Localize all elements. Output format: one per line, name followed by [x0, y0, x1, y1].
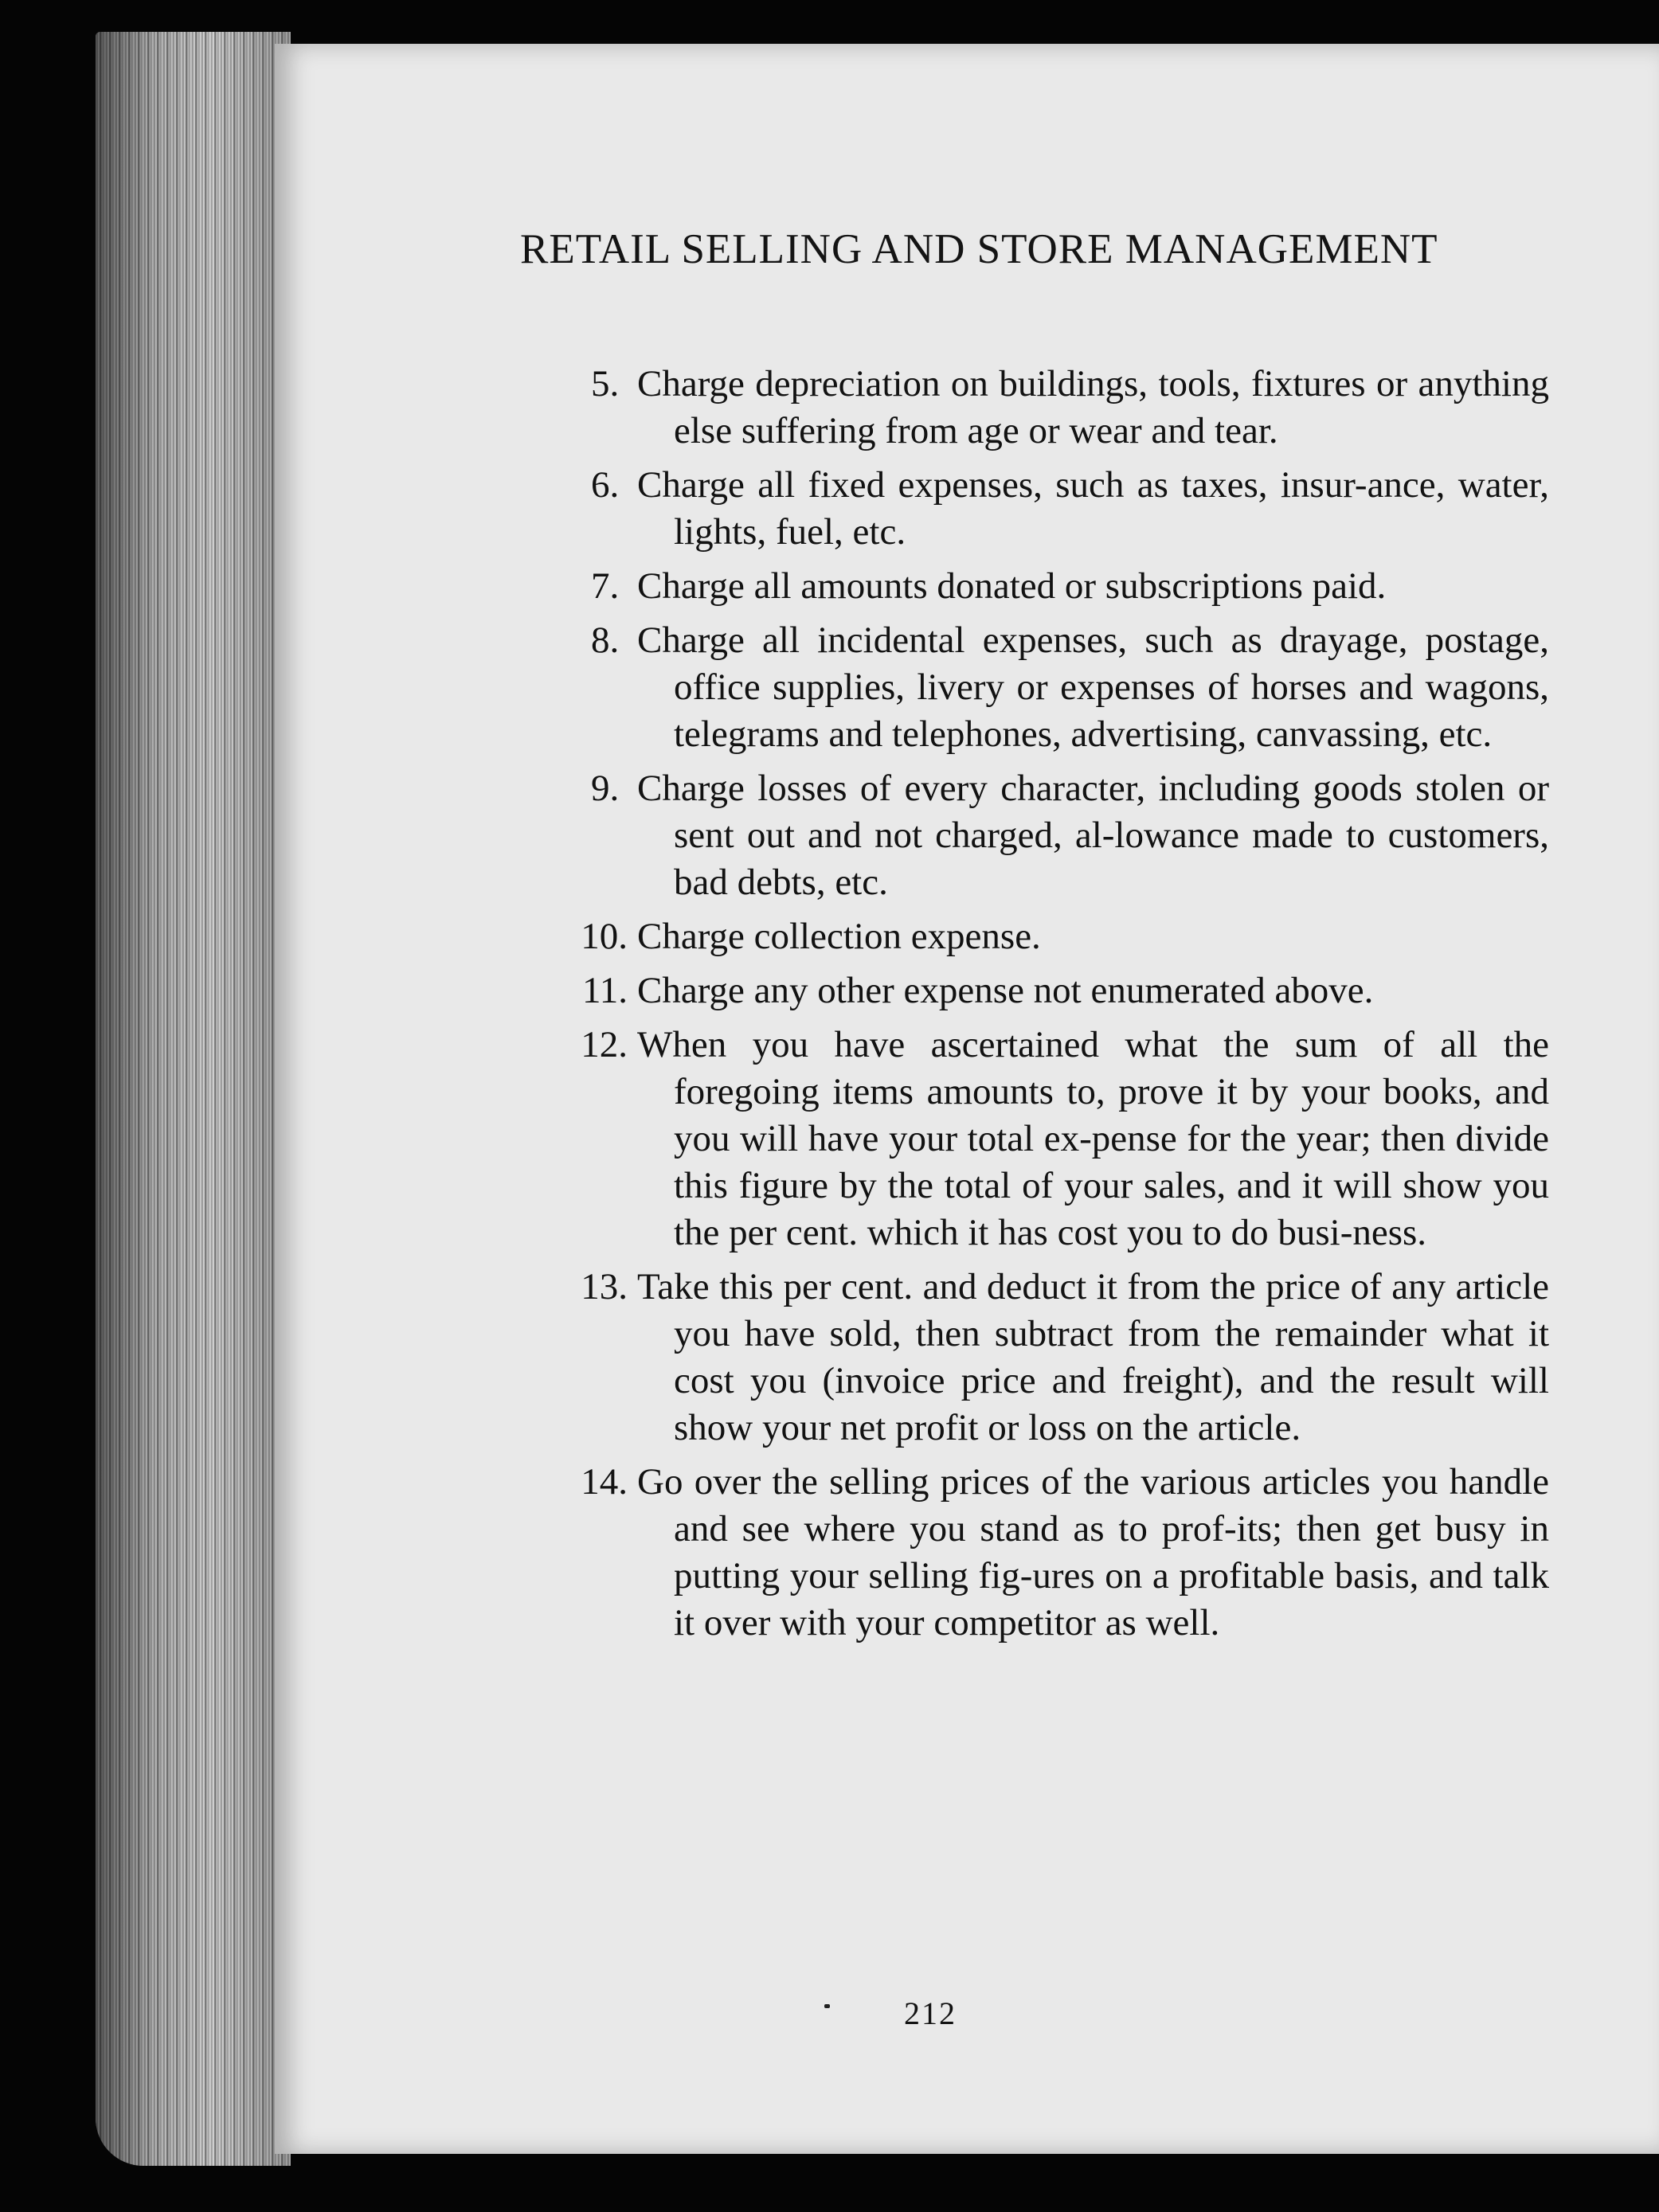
list-item: 5. Charge depreciation on buildings, tools, fixtures or anything else suffering from age or wear and tear.: [591, 363, 1549, 451]
numbered-list: [581, 361, 1549, 1654]
item-number: 10.: [581, 916, 628, 957]
list-item: [581, 1264, 1549, 1452]
ink-speck: [824, 2004, 830, 2008]
book-page-edges: [96, 32, 291, 2166]
item-text: Charge any other expense not enumerated above.: [637, 970, 1374, 1011]
page-number: 212: [904, 1995, 957, 2031]
item-text: Charge all incidental expenses, such as drayage, postage, office supplies, livery or expenses of horses and wagons, telegrams and telephones, advertising, canvassing, etc.: [637, 619, 1549, 755]
item-text: Go over the selling prices of the various articles you handle and see where you stand as to prof-its; then get busy in putting your selling fig-ures on a profitable basis, and talk it over with your competitor as well.: [637, 1461, 1549, 1643]
page-sheet: [275, 44, 1659, 2154]
item-number: 13.: [581, 1266, 628, 1307]
running-head: RETAIL SELLING AND STORE MANAGEMENT: [520, 226, 1438, 272]
item-number: 12.: [581, 1024, 628, 1065]
item-text: When you have ascertained what the sum of all the foregoing items amounts to, prove it by your books, and you will have your total ex-pense for the year; then divide this figure by the total of your sales, and it will show you the per cent. which it has cost you to do busi-ness.: [637, 1024, 1549, 1253]
list-item: 6. Charge all fixed expenses, such as taxes, insur-ance, water, lights, fuel, etc.: [591, 464, 1549, 553]
list-item: [581, 967, 1549, 1014]
list-item: 7. Charge all amounts donated or subscriptions paid.: [591, 565, 1387, 607]
list-item: 8. Charge all incidental expenses, such as drayage, postage, office supplies, livery or expenses of horses and wagons, telegrams and telephones, advertising, canvassing, etc.: [591, 619, 1549, 755]
item-number: 11.: [581, 970, 628, 1011]
list-item: [581, 1459, 1549, 1647]
item-text: Charge all fixed expenses, such as taxes, insur-ance, water, lights, fuel, etc.: [637, 464, 1549, 553]
item-number: 14.: [581, 1461, 628, 1503]
item-text: Charge losses of every character, including goods stolen or sent out and not charged, al-lowance made to customers, bad debts, etc.: [637, 768, 1549, 903]
list-item: 9. Charge losses of every character, including goods stolen or sent out and not charged, al-lowance made to customers, bad debts, etc.: [591, 768, 1549, 903]
item-text: Take this per cent. and deduct it from the price of any article you have sold, then subtract from the remainder what it cost you (invoice price and freight), and the result will show your net profit or loss on the article.: [637, 1266, 1549, 1448]
list-item: [581, 1022, 1549, 1256]
item-text: Charge collection expense.: [637, 916, 1041, 957]
list-item: [581, 913, 1549, 960]
item-text: Charge depreciation on buildings, tools, fixtures or anything else suffering from age or wear and tear.: [637, 363, 1549, 451]
item-text: Charge all amounts donated or subscriptions paid.: [637, 565, 1387, 607]
